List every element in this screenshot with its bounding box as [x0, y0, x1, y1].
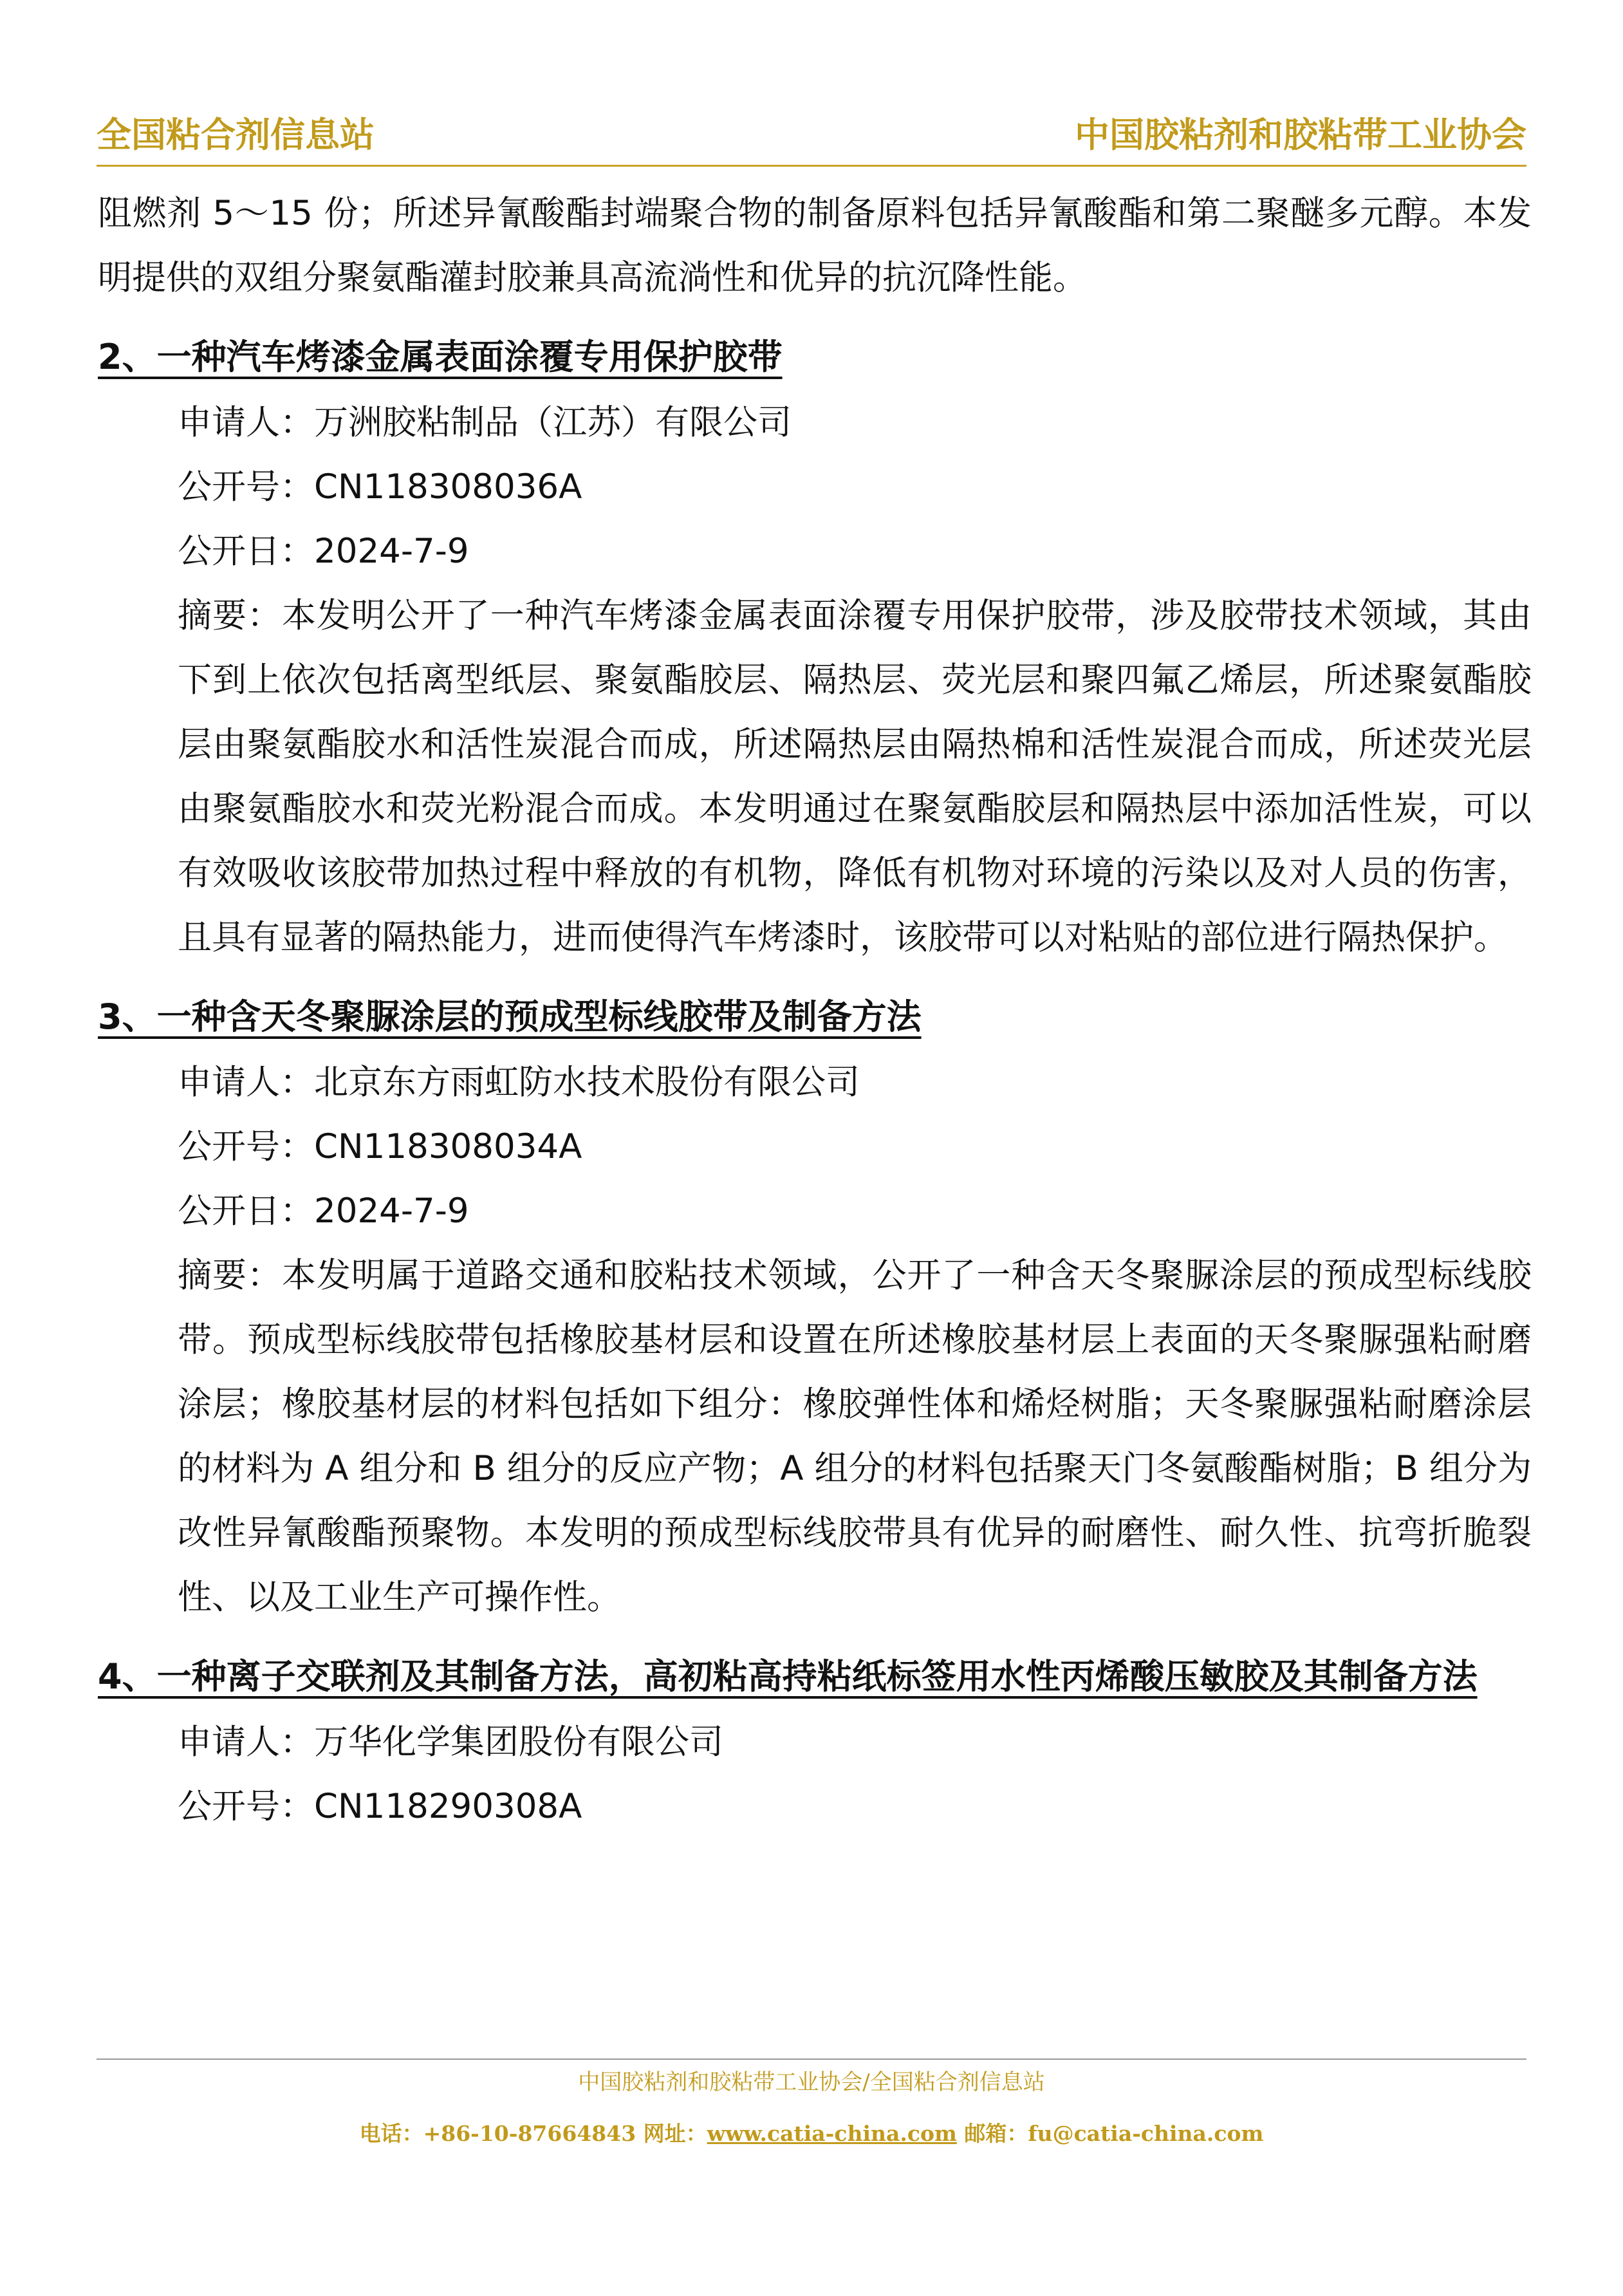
footer-divider	[97, 2058, 1526, 2060]
patent-item-4	[98, 1643, 1532, 1839]
patent-applicant: 申请人：万洲胶粘制品（江苏）有限公司	[178, 403, 792, 442]
document-body	[98, 182, 1532, 1839]
patent-title: 4、一种离子交联剂及其制备方法，高初粘高持粘纸标签用水性丙烯酸压敏胶及其制备方法	[98, 1656, 1478, 1697]
header-left-title: 全国粘合剂信息站	[97, 115, 375, 155]
patent-publication-date: 公开日：2024-7-9	[178, 1191, 469, 1231]
patent-item-3	[98, 983, 1532, 1630]
patent-abstract: 摘要：本发明属于道路交通和胶粘技术领域，公开了一种含天冬聚脲涂层的预成型标线胶带。预成型标线胶带包括橡胶基材层和设置在所述橡胶基材层上表面的天冬聚脲强粘耐磨涂层；橡胶基材层的材料包括如下组分：橡胶弹性体和烯烃树脂；天冬聚脲强粘耐磨涂层的材料为 A 组分和 B 组分的反应产物；A 组分的材料包括聚天门冬氨酸酯树脂；B 组分为改性异氰酸酯预聚物。本发明的预成型标线胶带具有优异的耐磨性、耐久性、抗弯折脆裂性、以及工业生产可操作性。	[178, 1256, 1532, 1617]
patent-title: 3、一种含天冬聚脲涂层的预成型标线胶带及制备方法	[98, 996, 922, 1037]
patent-publication-date: 公开日：2024-7-9	[178, 532, 469, 571]
page-header	[97, 113, 1526, 167]
footer-website-link[interactable]: www.catia-china.com	[707, 2121, 957, 2146]
footer-contact	[0, 2118, 1623, 2150]
header-right-title: 中国胶粘剂和胶粘带工业协会	[1075, 115, 1526, 155]
intro-paragraph: 阻燃剂 5～15 份；所述异氰酸酯封端聚合物的制备原料包括异氰酸酯和第二聚醚多元醇。本发明提供的双组分聚氨酯灌封胶兼具高流淌性和优异的抗沉降性能。	[98, 194, 1532, 297]
patent-applicant: 申请人：北京东方雨虹防水技术股份有限公司	[178, 1063, 860, 1102]
patent-publication-number: 公开号：CN118308036A	[178, 467, 582, 507]
patent-publication-number: 公开号：CN118290308A	[178, 1787, 582, 1826]
patent-applicant: 申请人：万华化学集团股份有限公司	[178, 1722, 723, 1762]
footer-organization: 中国胶粘剂和胶粘带工业协会/全国粘合剂信息站	[578, 2069, 1045, 2095]
patent-abstract: 摘要：本发明公开了一种汽车烤漆金属表面涂覆专用保护胶带，涉及胶带技术领域，其由下到上依次包括离型纸层、聚氨酯胶层、隔热层、荧光层和聚四氟乙烯层，所述聚氨酯胶层由聚氨酯胶水和活性炭混合而成，所述隔热层由隔热棉和活性炭混合而成，所述荧光层由聚氨酯胶水和荧光粉混合而成。本发明通过在聚氨酯胶层和隔热层中添加活性炭，可以有效吸收该胶带加热过程中释放的有机物，降低有机物对环境的污染以及对人员的伤害，且具有显著的隔热能力，进而使得汽车烤漆时，该胶带可以对粘贴的部位进行隔热保护。	[178, 596, 1532, 957]
footer-email: 邮箱：fu@catia-china.com	[956, 2121, 1264, 2146]
patent-item-2	[98, 323, 1532, 970]
footer-phone: 电话：+86-10-87664843 网址：	[359, 2121, 707, 2146]
patent-publication-number: 公开号：CN118308034A	[178, 1127, 582, 1166]
patent-title: 2、一种汽车烤漆金属表面涂覆专用保护胶带	[98, 337, 783, 377]
